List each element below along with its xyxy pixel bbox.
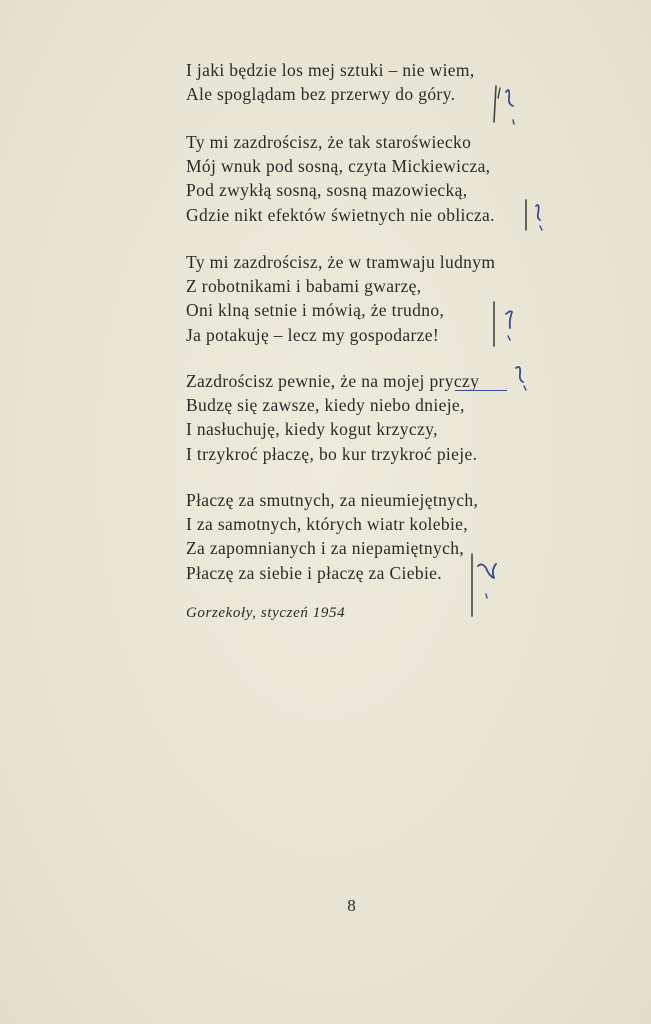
poem-line: Ale spoglądam bez przerwy do góry. (186, 84, 456, 105)
poem-line: I trzykroć płaczę, bo kur trzykroć pieje. (186, 443, 478, 464)
poem-line: Pod zwykłą sosną, sosną mazowiecką, (186, 180, 468, 201)
poem-line: Mój wnuk pod sosną, czyta Mickiewicza, (186, 156, 491, 177)
poem-line: I nasłuchuję, kiedy kogut krzyczy, (186, 419, 438, 440)
poem-line: Płaczę za smutnych, za nieumiejętnych, (186, 490, 479, 510)
handwritten-underline (455, 390, 507, 391)
stanza-3 (186, 250, 495, 347)
poem-line: I za samotnych, których wiatr kolebie, (186, 514, 469, 535)
poem-signature: Gorzekoły, styczeń 1954 (186, 605, 346, 621)
margin-bracket-2 (520, 196, 556, 240)
stanza-2 (186, 130, 495, 227)
poem-line: Z robotnikami i babami gwarzę, (186, 276, 422, 297)
stanza-4 (186, 369, 479, 466)
poem-line: Za zapomnianych i za niepamiętnych, (186, 538, 465, 559)
stanza-1 (186, 58, 475, 106)
poem-line: Płaczę za siebie i płaczę za Ciebie. (186, 562, 443, 583)
poem-line: Oni klną setnie i mówią, że trudno, (186, 300, 445, 321)
poem-line: Ty mi zazdrościsz, że tak staroświecko (186, 132, 472, 152)
poem-line: Budzę się zawsze, kiedy niebo dnieje, (186, 395, 465, 416)
poem-line: Gdzie nikt efektów świetnych nie oblicza. (186, 204, 495, 225)
stanza-5 (186, 488, 478, 585)
poem-line: I jaki będzie los mej sztuki – nie wiem, (186, 60, 475, 80)
margin-bracket-4 (510, 362, 540, 396)
poem-line: Zazdrościsz pewnie, że na mojej pryczy (186, 371, 480, 391)
poem-line: Ty mi zazdrościsz, że w tramwaju ludnym (186, 252, 496, 272)
poem-line: Ja potakuję – lecz my gospodarze! (186, 324, 440, 345)
page-number: 8 (347, 896, 356, 915)
margin-bracket-1 (490, 84, 530, 128)
